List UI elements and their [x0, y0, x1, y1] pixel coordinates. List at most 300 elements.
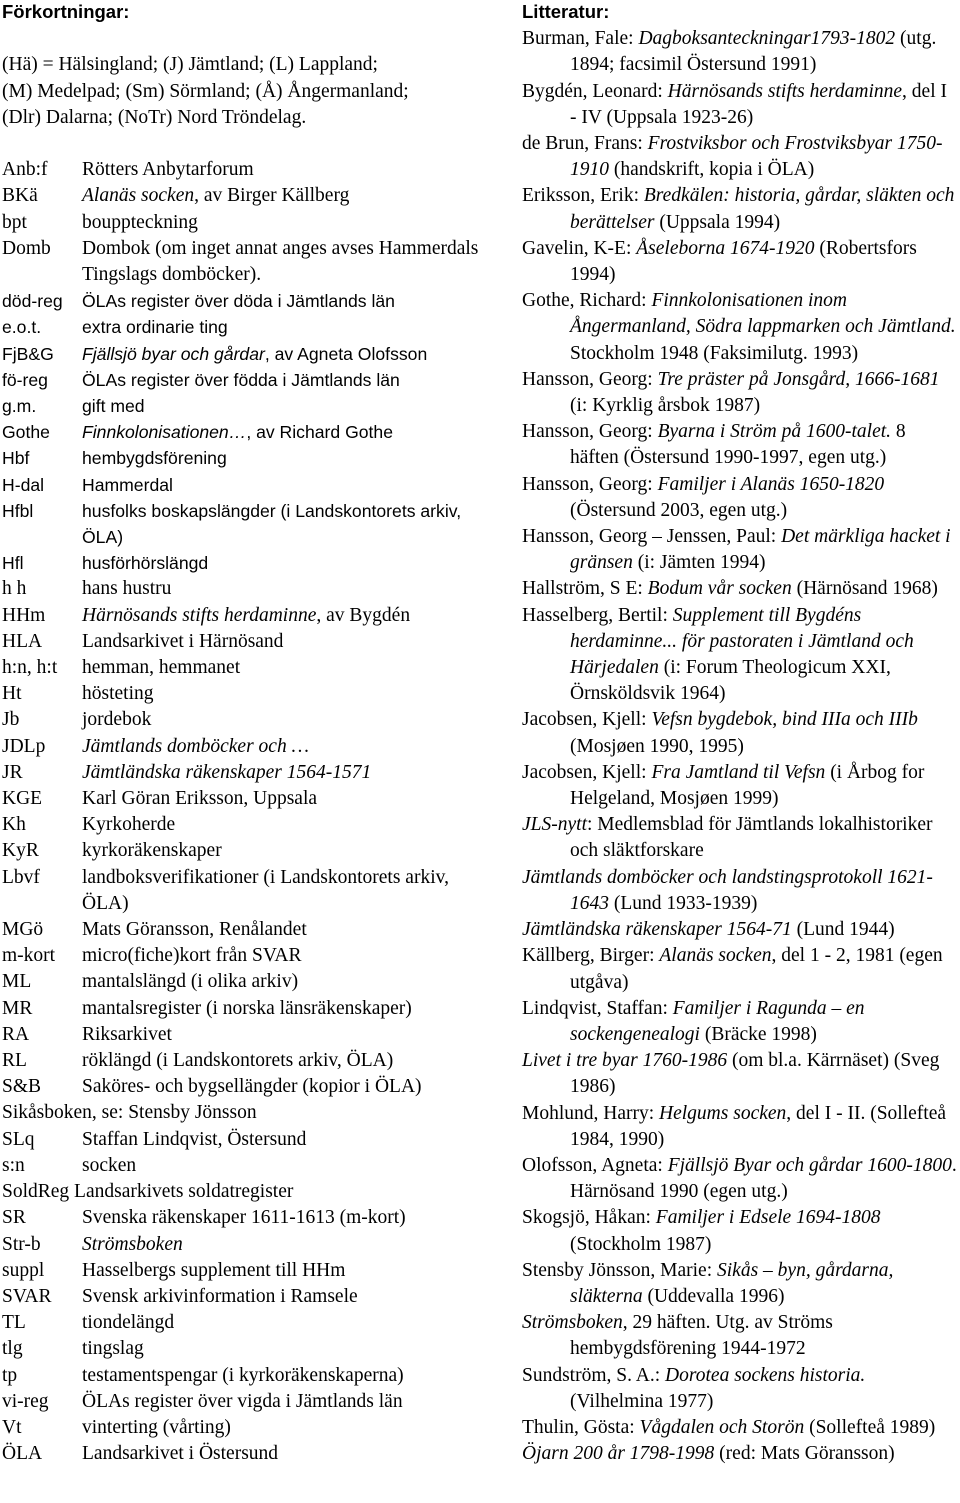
abbreviation-definition [82, 760, 498, 786]
definition-text: Hasselbergs supplement till HHm [82, 1259, 346, 1281]
literature-entry [522, 419, 958, 471]
definition-text: extra ordinarie ting [82, 317, 228, 338]
abbreviation-row [2, 1153, 498, 1179]
literature-entry [522, 472, 958, 524]
reference-text: (i: Kyrklig årsbok 1987) [570, 395, 761, 417]
abbreviation-term: Domb [2, 237, 51, 259]
reference-text: (i: Forum Theologicum XXI, Örnsköldsvik 1964) [570, 657, 891, 705]
definition-text: hemman, hemmanet [82, 657, 241, 679]
reference-text: Gothe, Richard: [522, 290, 652, 312]
literature-entry [522, 603, 958, 708]
reference-title: Bodum vår socken [647, 578, 792, 600]
reference-text: (Stockholm 1987) [570, 1233, 712, 1255]
abbreviation-term: SVAR [2, 1285, 52, 1307]
definition-text: tingslag [82, 1338, 144, 1360]
literature-entry [522, 812, 958, 864]
abbreviation-term: RL [2, 1050, 27, 1072]
abbreviation-row [2, 681, 498, 707]
reference-text: (Uddevalla 1996) [642, 1285, 785, 1307]
literature-entry [522, 1441, 958, 1467]
abbreviation-row [2, 210, 498, 236]
abbreviation-term: ML [2, 971, 32, 993]
definition-text: ÖLAs register över födda i Jämtlands län [82, 369, 400, 390]
literature-entry [522, 524, 958, 576]
reference-title: Finnkolonisationen inom Ångermanland, Södra lappmarken och Jämtland. [570, 290, 956, 338]
abbreviation-row [2, 760, 498, 786]
abbreviation-row [2, 183, 498, 209]
reference-text: Stensby Jönsson, Marie: [522, 1259, 717, 1281]
reference-title: Jämtlands domböcker och landstingsprotokoll 1621-1643 [522, 866, 933, 914]
reference-text: (red: Mats Göransson) [714, 1443, 895, 1465]
abbreviation-definition [82, 629, 498, 655]
abbreviation-row [2, 734, 498, 760]
reference-title: Fjällsjö Byar och gårdar 1600-1800 [667, 1154, 952, 1176]
abbreviation-row [2, 655, 498, 681]
abbreviation-term: KGE [2, 788, 43, 810]
reference-title: Byarna i Ström på 1600-talet. [657, 421, 892, 443]
abbreviation-list [2, 157, 498, 1467]
definition-text: hans hustru [82, 578, 172, 600]
literature-entry [522, 131, 958, 183]
reference-title: Bredkälen: historia, gårdar, släkten och berättelser [570, 185, 955, 233]
abbreviation-definition [82, 786, 498, 812]
definition-text: , av Bygdén [316, 604, 411, 626]
legend-line: (M) Medelpad; (Sm) Sörmland; (Å) Ångermanland; [2, 80, 409, 102]
abbreviation-term: Hfl [2, 553, 24, 574]
reference-text: (Lund 1944) [791, 919, 895, 941]
abbreviation-term: Jb [2, 709, 20, 731]
abbreviation-row [2, 1441, 498, 1467]
abbreviation-definition [82, 183, 498, 209]
abbreviation-definition [82, 838, 498, 864]
abbreviation-definition [82, 1022, 498, 1048]
reference-title: Dorotea sockens historia. [665, 1364, 866, 1386]
reference-title: Det märkliga hacket i gränsen [570, 526, 951, 574]
abbreviation-row [2, 157, 498, 183]
abbreviation-row [2, 865, 498, 917]
literature-entry [522, 1153, 958, 1205]
literature-entry [522, 1310, 958, 1362]
literature-column [522, 0, 958, 1467]
definition-title: Jämtlands domböcker och … [82, 735, 309, 757]
abbreviation-definition [82, 969, 498, 995]
reference-text: Bygdén, Leonard: [522, 80, 668, 102]
reference-text: Stockholm 1948 (Faksimilutg. 1993) [570, 342, 859, 364]
reference-text: (Sollefteå 1989) [804, 1416, 936, 1438]
reference-text: Hansson, Georg – Jenssen, Paul: [522, 526, 782, 548]
abbreviation-row [2, 367, 498, 393]
reference-list [522, 26, 958, 1467]
abbreviation-term: FjB&G [2, 343, 54, 364]
reference-text: Lindqvist, Staffan: [522, 997, 673, 1019]
reference-title: JLS-nytt [522, 814, 587, 836]
reference-title: Sikås – byn, gårdarna, släkterna [570, 1259, 894, 1307]
reference-text: Thulin, Gösta: [522, 1416, 640, 1438]
abbreviation-term: e.o.t. [2, 317, 42, 338]
definition-text: mantalslängd (i olika arkiv) [82, 971, 299, 993]
definition-text: tiondelängd [82, 1312, 175, 1334]
reference-text: (handskrift, kopia i ÖLA) [609, 159, 815, 181]
abbreviation-term: bpt [2, 211, 27, 233]
abbreviation-term: Gothe [2, 422, 50, 443]
abbreviation-row [2, 917, 498, 943]
abbreviation-term: fö-reg [2, 369, 48, 390]
abbreviation-definition [82, 1310, 498, 1336]
reference-title: Öjarn 200 år 1798-1998 [522, 1443, 715, 1465]
abbreviation-definition [82, 1415, 498, 1441]
abbreviation-term: g.m. [2, 396, 37, 416]
reference-title: Tre präster på Jonsgård, 1666-1681 [657, 368, 940, 390]
abbreviation-definition [82, 943, 498, 969]
reference-title: Familjer i Alanäs 1650-1820 [657, 473, 885, 495]
abbreviation-definition [82, 734, 498, 760]
abbreviation-definition [82, 1232, 498, 1258]
reference-text: (Härnösand 1968) [791, 578, 938, 600]
abbreviation-row [2, 1022, 498, 1048]
abbreviation-row [2, 445, 498, 471]
abbreviation-definition [82, 288, 498, 314]
abbreviation-row-full: SoldReg Landsarkivets soldatregister [2, 1181, 294, 1203]
abbreviation-term: suppl [2, 1259, 45, 1281]
reference-text: (Robertsfors 1994) [570, 237, 917, 286]
abbreviation-definition [82, 1153, 498, 1179]
abbreviation-row [2, 969, 498, 995]
literature-entry [522, 1101, 958, 1153]
abbreviation-definition [82, 314, 498, 340]
reference-title: Supplement till Bygdéns herdaminne... för pastoraten i Jämtland och Härjedalen [570, 604, 914, 679]
definition-title: Alanäs socken [82, 185, 195, 207]
reference-text: Jacobsen, Kjell: [522, 761, 652, 783]
reference-text: , del I - IV (Uppsala 1923-26) [570, 80, 947, 128]
abbreviation-definition [82, 655, 498, 681]
abbreviation-definition [82, 865, 498, 917]
reference-text: (Östersund 2003, egen utg.) [570, 499, 788, 521]
reference-text: Hansson, Georg: [522, 368, 658, 390]
abbreviation-row [2, 629, 498, 655]
reference-text: , del 1 - 2, 1981 (egen utgåva) [570, 945, 943, 993]
abbreviation-definition [82, 236, 498, 288]
abbreviation-definition [82, 472, 498, 498]
reference-text: (om bl.a. Kärrnäset) (Sveg 1986) [570, 1050, 940, 1098]
reference-text: Eriksson, Erik: [522, 185, 644, 207]
reference-title: Vefsn bygdebok, bind IIIa och IIIb [651, 709, 918, 731]
abbreviation-term: död-reg [2, 291, 63, 312]
legend-line: (Dlr) Dalarna; (NoTr) Nord Tröndelag. [2, 106, 307, 128]
definition-text: Svenska räkenskaper 1611-1613 (m-kort) [82, 1207, 406, 1229]
definition-text: kyrkoräkenskaper [82, 840, 222, 862]
definition-text: husfolks boskapslängder (i Landskontorets arkiv, ÖLA) [82, 500, 462, 548]
abbreviation-definition [82, 419, 498, 445]
abbreviation-row [2, 1310, 498, 1336]
reference-text: Olofsson, Agneta: [522, 1154, 668, 1176]
reference-text: Hansson, Georg: [522, 421, 658, 443]
reference-text: , del I - II. (Sollefteå 1984, 1990) [570, 1102, 947, 1150]
abbreviation-definition [82, 681, 498, 707]
definition-text: Svensk arkivinformation i Ramsele [82, 1285, 358, 1307]
abbreviation-definition [82, 603, 498, 629]
reference-title: Helgums socken [659, 1102, 787, 1124]
reference-text: : Medlemsblad för Jämtlands lokalhistoriker och släktforskare [570, 814, 933, 862]
abbreviation-row [2, 1232, 498, 1258]
definition-text: vinterting (vårting) [82, 1416, 231, 1438]
abbreviation-row [2, 576, 498, 602]
reference-text: (Uppsala 1994) [654, 211, 781, 233]
reference-title: Fra Jamtland til Vefsn [651, 761, 826, 783]
abbreviation-row [2, 498, 498, 550]
abbreviation-definition [82, 1258, 498, 1284]
definition-text: Landsarkivet i Östersund [82, 1443, 279, 1465]
abbreviation-term: tp [2, 1364, 18, 1386]
reference-title: Livet i tre byar 1760-1986 [522, 1050, 728, 1072]
definition-text: röklängd (i Landskontorets arkiv, ÖLA) [82, 1050, 394, 1072]
abbreviation-definition [82, 1127, 498, 1153]
reference-text: Mohlund, Harry: [522, 1102, 660, 1124]
literature-entry [522, 1048, 958, 1100]
abbreviation-row [2, 341, 498, 367]
definition-text: , av Richard Gothe [246, 422, 393, 443]
abbreviation-definition [82, 576, 498, 602]
abbreviation-definition [82, 812, 498, 838]
literature-entry [522, 707, 958, 759]
definition-text: landboksverifikationer (i Landskontorets arkiv, ÖLA) [82, 866, 449, 914]
reference-text: Hasselberg, Bertil: [522, 604, 673, 626]
reference-text: Jacobsen, Kjell: [522, 709, 652, 731]
reference-text: (Lund 1933-1939) [609, 892, 758, 914]
literature-entry [522, 1205, 958, 1257]
abbreviation-term: ÖLA [2, 1443, 43, 1465]
reference-text: Skogsjö, Håkan: [522, 1207, 656, 1229]
definition-title: Finnkolonisationen… [82, 422, 247, 443]
abbreviation-row [2, 1205, 498, 1231]
reference-title: Familjer i Edsele 1694-1808 [655, 1207, 881, 1229]
abbreviation-term: HLA [2, 630, 43, 652]
legend-line: (Hä) = Hälsingland; (J) Jämtland; (L) Lappland; [2, 54, 378, 76]
definition-text: husförhörslängd [82, 553, 209, 574]
abbreviation-definition [82, 1074, 498, 1100]
abbreviation-row [2, 1048, 498, 1074]
abbreviation-definition [82, 917, 498, 943]
abbreviation-term: SLq [2, 1128, 35, 1150]
abbreviation-definition [82, 1389, 498, 1415]
province-legend [2, 52, 498, 131]
abbreviation-term: SR [2, 1207, 26, 1229]
literature-entry [522, 26, 958, 78]
definition-text: jordebok [82, 709, 152, 731]
literature-entry [522, 576, 958, 602]
abbreviation-term: MR [2, 997, 33, 1019]
reference-text: Burman, Fale: [522, 28, 639, 50]
abbreviation-row [2, 1389, 498, 1415]
abbreviation-term: HHm [2, 604, 46, 626]
abbreviation-row [2, 1258, 498, 1284]
abbreviation-term: m-kort [2, 945, 56, 967]
abbreviation-term: TL [2, 1312, 26, 1334]
abbreviation-row [2, 1415, 498, 1441]
definition-text: Dombok (om inget annat anges avses Hammerdals Tingslags domböcker). [82, 237, 479, 285]
abbreviation-definition [82, 1205, 498, 1231]
definition-text: Landsarkivet i Härnösand [82, 630, 284, 652]
abbreviation-definition [82, 996, 498, 1022]
abbreviation-term: Hbf [2, 448, 30, 469]
abbreviation-row [2, 943, 498, 969]
abbreviation-row [2, 1336, 498, 1362]
abbreviation-definition [82, 210, 498, 236]
reference-title: Alanäs socken [659, 945, 772, 967]
abbreviation-row [2, 472, 498, 498]
literature-entry [522, 236, 958, 288]
spacer [2, 131, 498, 157]
literature-entry [522, 1363, 958, 1415]
reference-text: (i: Jämten 1994) [632, 552, 766, 574]
reference-text: Källberg, Birger: [522, 945, 660, 967]
literature-entry [522, 996, 958, 1048]
spacer [2, 26, 498, 52]
abbreviation-term: vi-reg [2, 1390, 49, 1412]
abbreviation-definition [82, 707, 498, 733]
literature-entry [522, 367, 958, 419]
literature-entry [522, 1415, 958, 1441]
abbreviation-row [2, 550, 498, 576]
abbreviation-definition [82, 550, 498, 576]
reference-text: Hallström, S E: [522, 578, 648, 600]
abbreviation-row [2, 786, 498, 812]
reference-text: Hansson, Georg: [522, 473, 658, 495]
definition-text: Saköres- och bygsellängder (kopior i ÖLA) [82, 1076, 422, 1098]
reference-title: Härnösands stifts herdaminne [667, 80, 903, 102]
abbreviation-term: s:n [2, 1154, 25, 1176]
definition-text: Hammerdal [82, 474, 173, 495]
abbreviation-definition [82, 1284, 498, 1310]
abbreviation-row [2, 996, 498, 1022]
reference-text: . Härnösand 1990 (egen utg.) [570, 1154, 957, 1203]
abbreviation-term: Lbvf [2, 866, 40, 888]
abbreviation-term: BKä [2, 185, 38, 207]
abbreviation-definition [82, 367, 498, 393]
abbreviation-row [2, 1074, 498, 1100]
definition-title: Strömsboken [82, 1233, 183, 1255]
abbreviation-term: Vt [2, 1416, 22, 1438]
abbreviation-term: RA [2, 1023, 30, 1045]
definition-text: Staffan Lindqvist, Östersund [82, 1128, 307, 1150]
reference-text: de Brun, Frans: [522, 133, 648, 154]
reference-text: 8 häften (Östersund 1990-1997, egen utg.) [570, 421, 906, 469]
abbreviation-row [2, 812, 498, 838]
reference-title: Jämtländska räkenskaper 1564-71 [522, 919, 792, 941]
definition-title: Härnösands stifts herdaminne [82, 604, 317, 626]
reference-text: (Vilhelmina 1977) [570, 1390, 714, 1412]
definition-text: testamentspengar (i kyrkoräkenskaperna) [82, 1364, 404, 1386]
abbreviations-column [2, 0, 498, 1467]
literature-entry [522, 760, 958, 812]
reference-text: (i Årbog for Helgeland, Mosjøen 1999) [570, 761, 925, 810]
definition-text: gift med [82, 396, 145, 416]
reference-title: Dagboksanteckningar1793-1802 [638, 28, 896, 50]
literature-entry [522, 943, 958, 995]
definition-title: Jämtländska räkenskaper 1564-1571 [82, 761, 372, 783]
definition-text: , av Birger Källberg [194, 185, 350, 207]
reference-title: Strömsboken [522, 1312, 623, 1334]
definition-text: Kyrkoherde [82, 814, 176, 836]
literature-heading: Litteratur: [522, 1, 610, 22]
abbreviation-term: S&B [2, 1076, 42, 1098]
abbreviation-row [2, 288, 498, 314]
abbreviation-row [2, 838, 498, 864]
abbreviation-row [2, 1363, 498, 1389]
abbreviation-term: Str-b [2, 1233, 41, 1255]
reference-text: Gavelin, K-E: [522, 237, 637, 259]
abbreviation-row [2, 419, 498, 445]
abbreviation-term: h h [2, 578, 27, 600]
definition-text: socken [82, 1154, 137, 1176]
reference-text: , 29 häften. Utg. av Ströms hembygdsförening 1944-1972 [570, 1312, 833, 1360]
abbreviation-definition [82, 341, 498, 367]
abbreviation-term: h:n, h:t [2, 657, 58, 679]
abbreviation-definition [82, 1336, 498, 1362]
reference-title: Vågdalen och Storön [639, 1416, 805, 1438]
definition-text: bouppteckning [82, 211, 198, 233]
definition-text: Riksarkivet [82, 1023, 172, 1045]
definition-text: ÖLAs register över döda i Jämtlands län [82, 291, 395, 312]
abbreviation-definition [82, 1048, 498, 1074]
abbreviation-row [2, 1127, 498, 1153]
abbreviation-term: Hfbl [2, 500, 34, 521]
abbreviation-term: JR [2, 761, 23, 783]
reference-text: (Bräcke 1998) [699, 1023, 817, 1045]
abbreviation-term: JDLp [2, 735, 46, 757]
reference-text: Sundström, S. A.: [522, 1364, 666, 1386]
definition-text: ÖLAs register över vigda i Jämtlands län [82, 1390, 403, 1412]
abbreviation-row [2, 393, 498, 419]
abbreviation-term: Kh [2, 814, 26, 836]
abbreviation-definition [82, 445, 498, 471]
definition-text: hösteting [82, 683, 154, 705]
abbreviation-row [2, 707, 498, 733]
definition-text: Rötters Anbytarforum [82, 159, 254, 181]
literature-entry [522, 183, 958, 235]
abbreviation-term: H-dal [2, 474, 45, 495]
abbreviation-term: KyR [2, 840, 39, 862]
literature-entry [522, 917, 958, 943]
definition-text: hembygdsförening [82, 448, 227, 469]
literature-entry [522, 288, 958, 367]
abbreviation-term: Ht [2, 683, 22, 705]
literature-entry [522, 865, 958, 917]
definition-text: , av Agneta Olofsson [264, 343, 428, 364]
abbreviation-definition [82, 393, 498, 419]
abbreviations-heading: Förkortningar: [2, 1, 130, 22]
definition-title: Fjällsjö byar och gårdar [82, 343, 265, 364]
literature-entry [522, 1258, 958, 1310]
abbreviation-definition [82, 157, 498, 183]
reference-title: Åseleborna 1674-1920 [636, 237, 815, 259]
reference-title: Frostviksbor och Frostviksbyar 1750-1910 [570, 133, 943, 181]
abbreviation-row-full: Sikåsboken, se: Stensby Jönsson [2, 1102, 257, 1124]
abbreviation-term: Anb:f [2, 159, 48, 181]
abbreviation-row [2, 314, 498, 340]
reference-text: (utg. 1894; facsimil Östersund 1991) [570, 28, 937, 76]
definition-text: mantalsregister (i norska länsräkenskaper) [82, 997, 412, 1019]
literature-entry [522, 79, 958, 131]
abbreviation-definition [82, 498, 498, 550]
definition-text: Karl Göran Eriksson, Uppsala [82, 788, 318, 810]
abbreviation-row [2, 236, 498, 288]
abbreviation-term: tlg [2, 1338, 23, 1360]
abbreviation-definition [82, 1363, 498, 1389]
definition-text: micro(fiche)kort från SVAR [82, 945, 302, 967]
reference-text: (Mosjøen 1990, 1995) [570, 735, 744, 757]
abbreviation-definition [82, 1441, 498, 1467]
definition-text: Mats Göransson, Renålandet [82, 919, 307, 941]
